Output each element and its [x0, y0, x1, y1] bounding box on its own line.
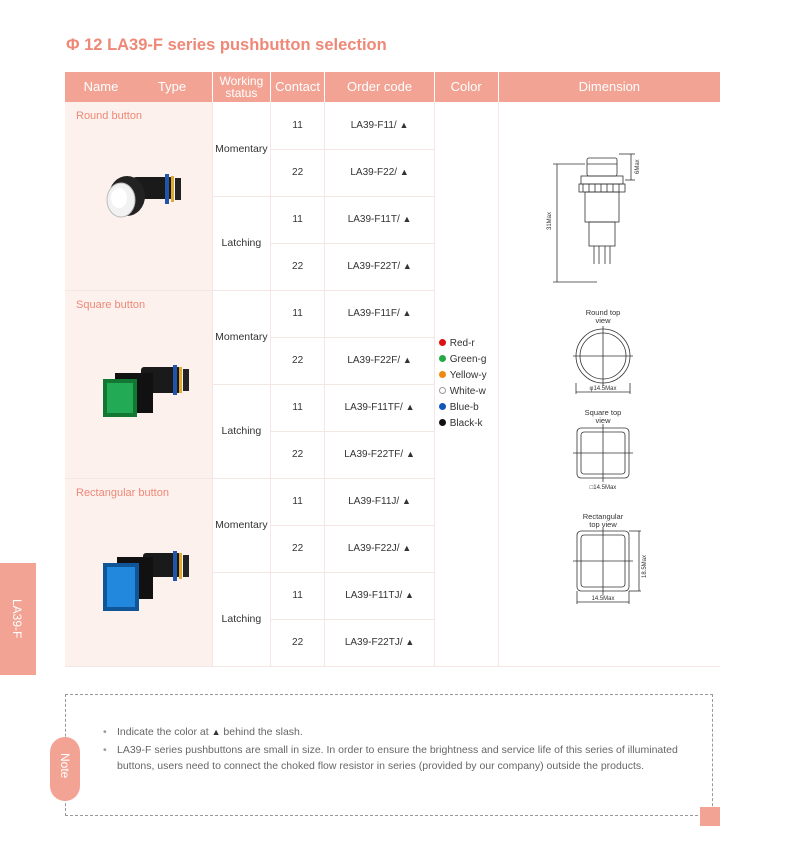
color-label: Blue-b: [449, 401, 479, 413]
triangle-icon: ▲: [405, 402, 415, 412]
order-code: LA39-F11J/: [348, 496, 400, 507]
contact-cell: 22: [270, 243, 325, 290]
note-tab: [50, 737, 80, 801]
contact-cell: 22: [270, 149, 325, 196]
round-view-title-2: view: [595, 316, 611, 325]
triangle-icon: ▲: [211, 727, 221, 737]
color-label: Green-g: [449, 353, 487, 365]
round-button-image: [95, 162, 185, 232]
rect-top-view-drawing: [573, 527, 641, 604]
note-tab-label: Note: [58, 753, 72, 779]
black-dot-icon: [439, 419, 446, 426]
order-code: LA39-F22T/: [347, 261, 401, 272]
rect-view-title: Rectangular: [582, 512, 623, 521]
order-code: LA39-F11TF/: [344, 402, 403, 413]
header-order-code: Order code: [325, 72, 434, 102]
triangle-icon: ▲: [405, 637, 415, 647]
red-dot-icon: [439, 339, 446, 346]
contact-cell: 22: [270, 619, 325, 666]
side-view-drawing: [553, 154, 635, 282]
note-item: [103, 742, 703, 774]
status-cell: Latching: [213, 384, 271, 478]
status-cell: Momentary: [213, 290, 271, 384]
order-code-cell: [325, 525, 434, 572]
triangle-icon: ▲: [405, 590, 414, 600]
color-list: [435, 336, 498, 432]
square-button-image: [101, 355, 201, 435]
triangle-icon: ▲: [401, 496, 411, 506]
header-status-line2: status: [225, 86, 258, 100]
contact-cell: 11: [270, 196, 325, 243]
color-item: [439, 400, 498, 416]
group-name: Round button: [76, 110, 143, 122]
order-code-cell: [325, 619, 434, 666]
color-item: [439, 384, 498, 400]
group-rectangular: [65, 478, 213, 666]
white-dot-icon: [439, 387, 446, 394]
dimension-drawings: [499, 102, 713, 664]
color-item: [439, 352, 498, 368]
rectangular-button-image: [101, 543, 201, 623]
header-dimension: Dimension: [498, 72, 720, 102]
header-name: Name: [83, 79, 119, 94]
color-item: [439, 416, 498, 432]
triangle-icon: ▲: [399, 119, 409, 130]
header-color: Color: [434, 72, 498, 102]
order-code: LA39-F22TF/: [344, 449, 404, 460]
triangle-icon: ▲: [402, 543, 412, 553]
order-code: LA39-F22TJ/: [344, 637, 403, 648]
header-name-type: [65, 72, 213, 102]
order-code: LA39-F11T/: [347, 214, 400, 225]
contact-cell: 22: [270, 337, 325, 384]
color-item: [439, 368, 498, 384]
color-label: Red-r: [449, 337, 475, 349]
contact-cell: 22: [270, 525, 325, 572]
contact-cell: 11: [270, 478, 325, 525]
side-tab: [0, 563, 36, 675]
order-code-cell: [325, 384, 434, 431]
triangle-icon: ▲: [399, 167, 409, 177]
round-view-title: Round top: [585, 308, 620, 317]
rect-w-label: 14.5Max: [591, 596, 615, 602]
side-tab-label: LA39-F: [10, 599, 24, 639]
note-item: [103, 724, 703, 740]
order-code-cell: [325, 478, 434, 525]
triangle-icon: ▲: [402, 214, 412, 224]
rect-h-label: 18.5Max: [641, 554, 648, 578]
height-dim-label: 31Max: [546, 211, 553, 230]
header-status-line1: Working: [219, 74, 264, 88]
header-status: [213, 72, 271, 102]
status-cell: Momentary: [213, 478, 271, 572]
rect-view-title-2: top view: [588, 520, 617, 529]
order-code: LA39-F22/: [350, 167, 398, 178]
order-code-cell: [325, 431, 434, 478]
note-text: Indicate the color at: [117, 726, 212, 738]
order-code-cell: [325, 196, 434, 243]
square-top-view-drawing: [573, 424, 633, 482]
square-view-title: Square top: [584, 408, 622, 417]
order-code: LA39-F11TJ/: [345, 590, 403, 601]
contact-cell: 11: [270, 572, 325, 619]
contact-cell: 22: [270, 431, 325, 478]
green-dot-icon: [439, 355, 446, 362]
order-code: LA39-F11F/: [347, 308, 400, 319]
order-code-cell: [325, 149, 434, 196]
triangle-icon: ▲: [402, 308, 412, 318]
contact-cell: 11: [270, 290, 325, 337]
group-name: Rectangular button: [76, 486, 169, 499]
order-code: LA39-F22J/: [347, 543, 400, 554]
header-row: [65, 72, 720, 102]
order-code: LA39-F11/: [350, 119, 397, 131]
note-text: LA39-F series pushbuttons are small in size. In order to ensure the brightness and service life of this series of illuminated buttons, users need to connect the choked flow resistor in series (provided by our company) outside the products.: [117, 744, 678, 772]
top-dim-label: 6Max: [634, 159, 641, 174]
order-code-cell: [325, 290, 434, 337]
color-item: [439, 336, 498, 352]
group-square: [65, 290, 213, 478]
color-label: White-w: [449, 385, 486, 397]
contact-cell: 11: [270, 384, 325, 431]
round-dim-label: φ14.5Max: [589, 386, 617, 392]
color-cell: [434, 102, 498, 666]
note-list: [103, 724, 703, 776]
order-code-cell: [325, 337, 434, 384]
group-round: [65, 102, 213, 290]
status-cell: Latching: [213, 572, 271, 666]
order-code: LA39-F22F/: [347, 355, 401, 366]
status-cell: Latching: [213, 196, 271, 290]
triangle-icon: ▲: [402, 261, 412, 271]
group-name: Square button: [76, 298, 146, 311]
square-view-title-2: view: [595, 416, 611, 425]
color-label: Black-k: [449, 417, 483, 429]
table-row: [65, 102, 720, 149]
status-cell: Momentary: [213, 102, 271, 196]
round-top-view-drawing: [573, 326, 633, 394]
square-dim-label: □14.5Max: [589, 485, 616, 491]
selection-table: [65, 72, 720, 667]
order-code-cell: [325, 572, 434, 619]
triangle-icon: ▲: [405, 449, 415, 459]
yellow-dot-icon: [439, 371, 446, 378]
order-code-cell: [325, 243, 434, 290]
triangle-icon: ▲: [402, 355, 412, 365]
header-type: Type: [157, 79, 187, 94]
color-label: Yellow-y: [449, 369, 487, 381]
corner-block: [700, 807, 720, 826]
order-code-cell: [325, 102, 434, 149]
dimension-cell: [498, 102, 720, 666]
blue-dot-icon: [439, 403, 446, 410]
page-title: Φ 12 LA39-F series pushbutton selection: [66, 36, 387, 54]
note-text: behind the slash.: [220, 726, 303, 738]
header-contact: Contact: [270, 72, 325, 102]
contact-cell: 11: [270, 102, 325, 149]
